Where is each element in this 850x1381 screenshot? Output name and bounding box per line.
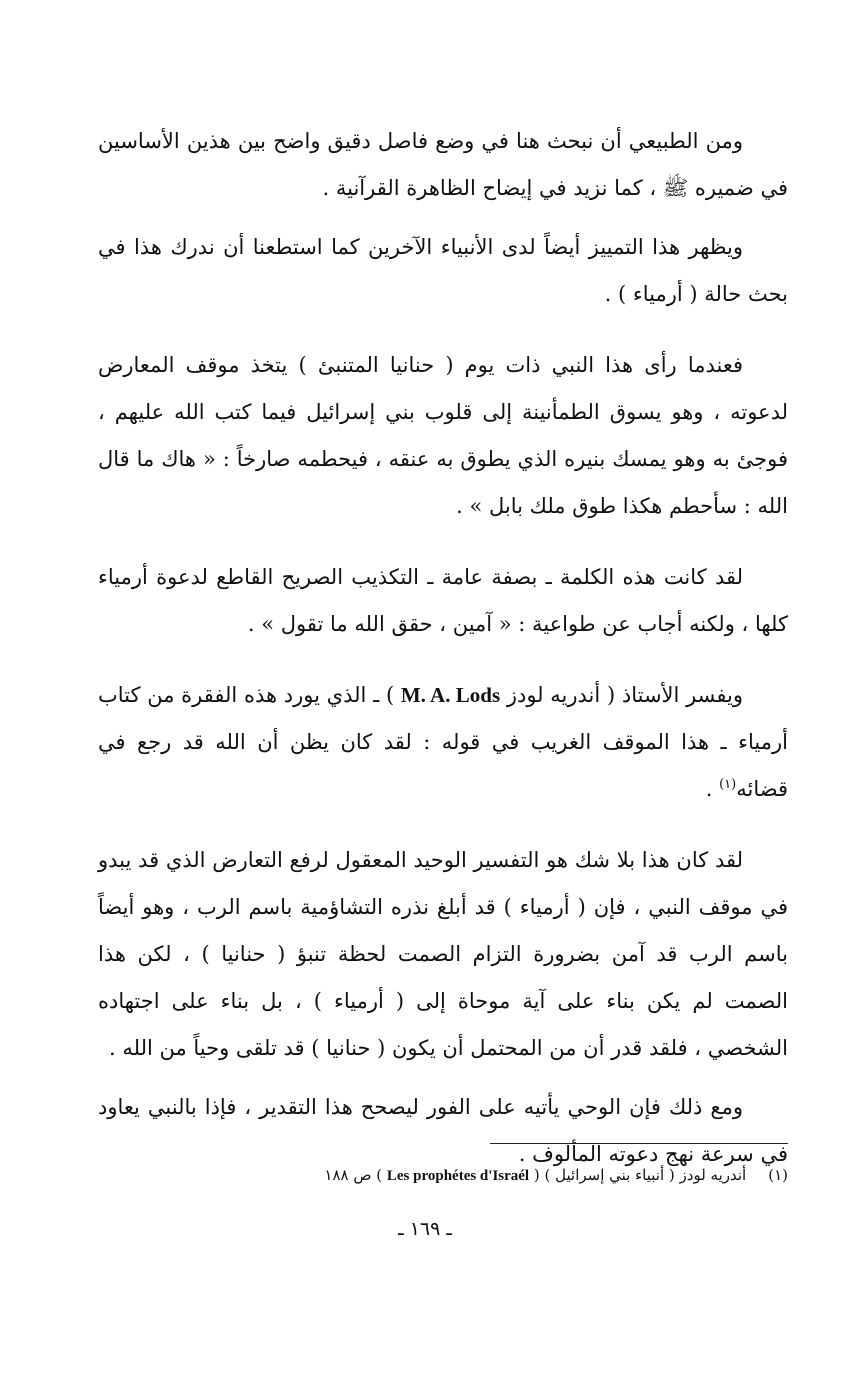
footnote-text-end: ) ص ١٨٨ [324,1166,383,1184]
paragraph-5-end: . [705,777,720,801]
footnote-reference: (١) [719,777,737,792]
paragraph-6: لقد كان هذا بلا شك هو التفسير الوحيد المعقول لرفع التعارض الذي قد يبدو في موقف النبي ، فإن ( أرمياء ) قد أبلغ نذره التشاؤمية باسم الرب ، وهو أيضاً باسم الرب قد آمن بضرورة التزام الصمت لحظة تنبؤ ( حنانيا ) ، لكن هذا الصمت لم يكن بناء على آية موحاة إلى ( أرمياء ) ، بل بناء على اجتهاده الشخصي ، فلقد قدر أن من المحتمل أن يكون ( حنانيا ) قد تلقى وحياً من الله . [98,848,788,1060]
page-number: ـ ١٦٩ ـ [398,1218,452,1240]
paragraph-2: ويظهر هذا التمييز أيضاً لدى الأنبياء الآخرين كما استطعنا أن ندرك هذا في بحث حالة ( أرمياء ) . [98,235,788,306]
body-text [98,118,788,1190]
paragraph-7: ومع ذلك فإن الوحي يأتيه على الفور ليصحح هذا التقدير ، فإذا بالنبي يعاود في سرعة نهج دعوته المألوف . [98,1095,788,1166]
footnote-number: (١) [768,1166,788,1184]
paragraph-3: فعندما رأى هذا النبي ذات يوم ( حنانيا المتنبئ ) يتخذ موقف المعارض لدعوته ، وهو يسوق الطمأنينة إلى قلوب بني إسرائيل فيما كتب الله عليهم ، فوجئ به وهو يمسك بنيره الذي يطوق به عنقه ، فيحطمه صارخاً : « هاك ما قال الله : سأحطم هكذا طوق ملك بابل » . [98,353,788,518]
paragraph-5 [98,672,788,813]
paragraph-5-start: ويفسر الأستاذ ( أندريه لودز [500,683,744,707]
paragraph-5-middle: ) ـ الذي يورد هذه الفقرة من كتاب أرمياء ـ هذا الموقف الغريب في قوله : لقد كان يظن أن الله قد رجع في قضائه [98,683,788,801]
footnote-latin-title: Les prophétes d'Israél [386,1168,530,1184]
footnote-divider [490,1143,788,1144]
author-latin-name: M. A. Lods [400,683,501,707]
footnote [98,1160,788,1191]
footnote-text-start: أندريه لودز ( أنبياء بني إسرائيل ) ( [533,1166,747,1184]
paragraph-1: ومن الطبيعي أن نبحث هنا في وضع فاصل دقيق واضح بين هذين الأساسين في ضميره ﷺ ، كما نزيد في إيضاح الظاهرة القرآنية . [98,129,788,200]
paragraph-4: لقد كانت هذه الكلمة ـ بصفة عامة ـ التكذيب الصريح القاطع لدعوة أرمياء كلها ، ولكنه أجاب عن طواعية : « آمين ، حقق الله ما تقول » . [98,565,788,636]
